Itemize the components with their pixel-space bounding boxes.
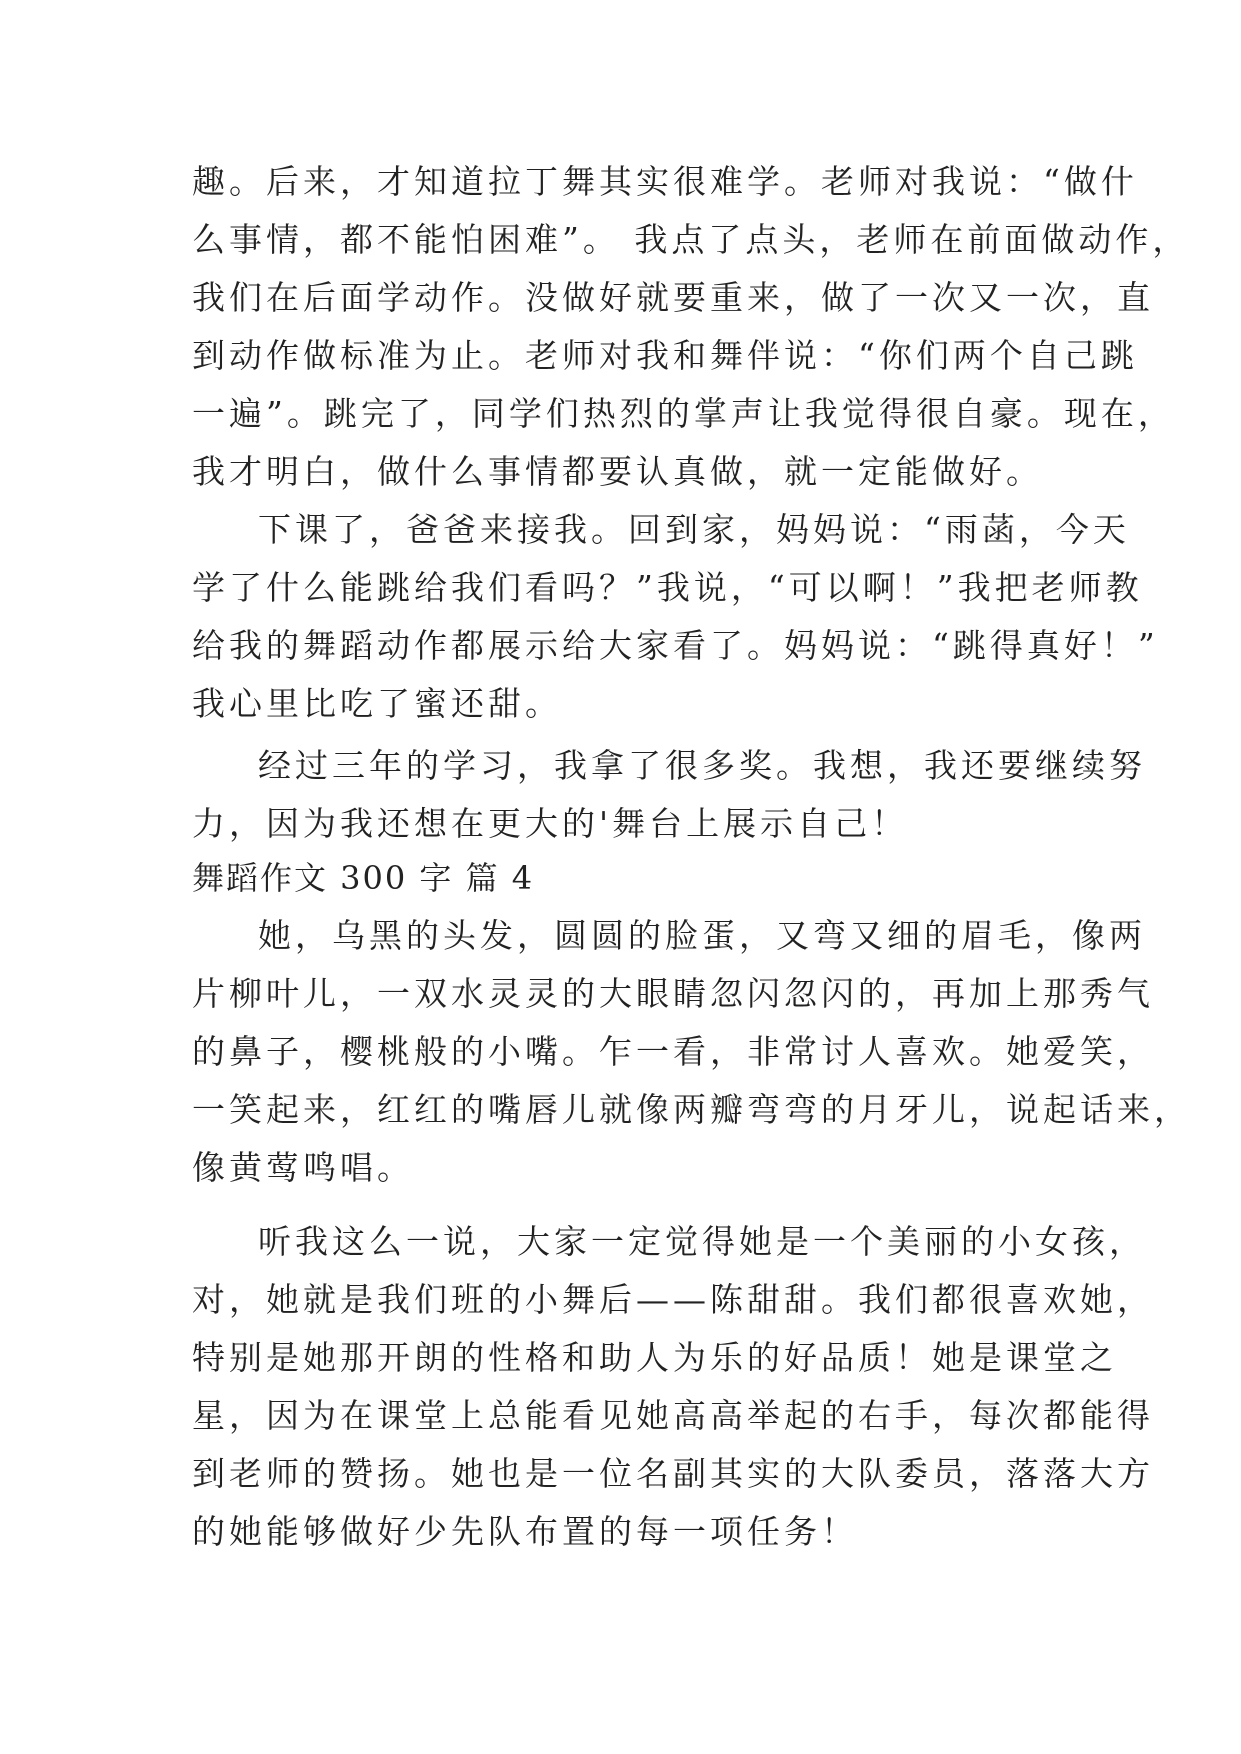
paragraph-line: 她，乌黑的头发，圆圆的脸蛋，又弯又细的眉毛，像两: [258, 916, 1146, 955]
paragraph-line: 像黄莺鸣唱。: [192, 1148, 414, 1187]
paragraph-line: 到动作做标准为止。老师对我和舞伴说：“你们两个自己跳: [192, 336, 1138, 375]
paragraph-line: 下课了，爸爸来接我。回到家，妈妈说：“雨菡，今天: [258, 510, 1130, 549]
paragraph-line: 我才明白，做什么事情都要认真做，就一定能做好。: [192, 452, 1043, 491]
paragraph-line: 么事情，都不能怕困难”。 我点了点头，老师在前面做动作，: [192, 220, 1190, 259]
paragraph-line: 趣。后来，才知道拉丁舞其实很难学。老师对我说：“做什: [192, 162, 1138, 201]
section-heading: 舞蹈作文 300 字 篇 4: [192, 859, 535, 897]
paragraph-line: 对，她就是我们班的小舞后——陈甜甜。我们都很喜欢她，: [192, 1280, 1154, 1319]
paragraph-line: 星，因为在课堂上总能看见她高高举起的右手，每次都能得: [192, 1396, 1154, 1435]
paragraph-line: 一笑起来，红红的嘴唇儿就像两瓣弯弯的月牙儿，说起话来，: [192, 1090, 1191, 1129]
paragraph-line: 的鼻子，樱桃般的小嘴。乍一看，非常讨人喜欢。她爱笑，: [192, 1032, 1154, 1071]
paragraph-line: 力，因为我还想在更大的'舞台上展示自己！: [192, 804, 909, 843]
paragraph-line: 特别是她那开朗的性格和助人为乐的好品质！她是课堂之: [192, 1338, 1117, 1377]
paragraph-line: 我们在后面学动作。没做好就要重来，做了一次又一次，直: [192, 278, 1154, 317]
paragraph-line: 到老师的赞扬。她也是一位名副其实的大队委员，落落大方: [192, 1454, 1154, 1493]
paragraph-line: 我心里比吃了蜜还甜。: [192, 684, 562, 723]
paragraph-line: 学了什么能跳给我们看吗？”我说，“可以啊！”我把老师教: [192, 568, 1143, 607]
paragraph-line: 经过三年的学习，我拿了很多奖。我想，我还要继续努: [258, 746, 1146, 785]
paragraph-line: 听我这么一说，大家一定觉得她是一个美丽的小女孩，: [258, 1222, 1146, 1261]
paragraph-line: 给我的舞蹈动作都展示给大家看了。妈妈说：“跳得真好！”: [192, 626, 1159, 665]
paragraph-line: 片柳叶儿，一双水灵灵的大眼睛忽闪忽闪的，再加上那秀气: [192, 974, 1154, 1013]
paragraph-line: 一遍”。跳完了，同学们热烈的掌声让我觉得很自豪。现在，: [192, 394, 1175, 433]
paragraph-line: 的她能够做好少先队布置的每一项任务！: [192, 1512, 858, 1551]
